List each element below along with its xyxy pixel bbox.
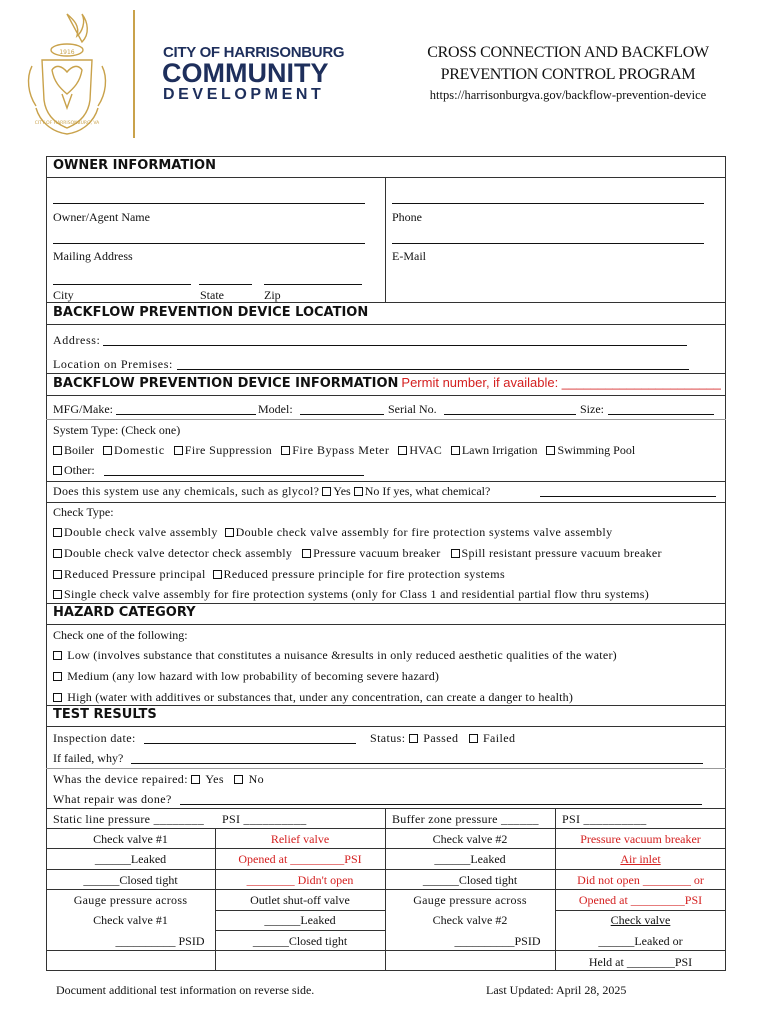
email-label: E-Mail: [392, 249, 426, 263]
hazard-heading: HAZARD CATEGORY: [53, 605, 196, 620]
brand-development: DEVELOPMENT: [163, 86, 325, 103]
doc-url[interactable]: https://harrisonburgva.gov/backflow-prevention-device: [429, 88, 707, 102]
check-pvb-option[interactable]: Pressure vacuum breaker: [302, 546, 441, 560]
system-type-options: [53, 443, 635, 458]
failed-why-label: If failed, why?: [53, 751, 124, 765]
doc-title-line1: CROSS CONNECTION AND BACKFLOW: [427, 44, 709, 61]
location-address-label: Address:: [53, 333, 101, 347]
model-label: Model:: [258, 402, 293, 416]
size-field[interactable]: [608, 414, 714, 415]
checkbox-icon[interactable]: [469, 734, 478, 743]
gauge-valve1-label: Check valve #1: [93, 913, 168, 927]
check-type-row3: [53, 567, 505, 582]
repaired-row: [53, 772, 264, 787]
checkbox-icon[interactable]: [234, 775, 243, 784]
checkbox-icon[interactable]: [191, 775, 200, 784]
owner-name-label: Owner/Agent Name: [53, 210, 150, 224]
system-fire-bypass-option[interactable]: Fire Bypass Meter: [281, 443, 389, 457]
system-fire-suppression-option[interactable]: Fire Suppression: [174, 443, 272, 457]
doc-title-line2: PREVENTION CONTROL PROGRAM: [440, 66, 696, 83]
checkbox-icon[interactable]: [53, 446, 62, 455]
failed-why-field[interactable]: [131, 763, 703, 764]
mailing-address-label: Mailing Address: [53, 249, 133, 263]
hazard-high-option[interactable]: High (water with additives or substances that, under any concentration, can create a danger to health): [53, 690, 573, 705]
check-type-row4: [53, 587, 649, 602]
check-valve2-header: Check valve #2: [432, 832, 508, 846]
device-heading: BACKFLOW PREVENTION DEVICE INFORMATION: [53, 376, 399, 391]
pvb-leaked[interactable]: ______Leaked or: [598, 934, 683, 948]
state-field[interactable]: [199, 284, 252, 285]
repair-what-field[interactable]: [180, 804, 702, 805]
repaired-question: Whas the device repaired:: [53, 772, 188, 786]
checkbox-icon[interactable]: [398, 446, 407, 455]
footer-note: Document additional test information on reverse side.: [56, 983, 315, 997]
checkbox-icon[interactable]: [53, 651, 62, 660]
check-rp-option[interactable]: Reduced Pressure principal: [53, 567, 206, 581]
chemical-followup: If yes, what chemical?: [382, 484, 491, 498]
check-valve1-header: Check valve #1: [93, 832, 168, 846]
size-label: Size:: [580, 402, 604, 416]
hazard-medium-option[interactable]: Medium (any low hazard with low probability of becoming severe hazard): [53, 669, 439, 684]
checkbox-icon[interactable]: [281, 446, 290, 455]
chemical-yes-option[interactable]: Yes: [322, 484, 350, 498]
chemical-field[interactable]: [540, 496, 716, 497]
check-type-label: Check Type:: [53, 505, 114, 519]
status-label: Status:: [370, 731, 406, 745]
brand-community: COMMUNITY: [162, 58, 329, 88]
system-hvac-option[interactable]: HVAC: [398, 443, 441, 457]
test-heading: TEST RESULTS: [53, 707, 157, 722]
status-failed-option[interactable]: Failed: [469, 731, 516, 745]
buffer-psi-field[interactable]: PSI __________: [562, 812, 647, 826]
check-spvb-option[interactable]: Spill resistant pressure vacuum breaker: [451, 546, 662, 560]
check-valve2-closed-tight[interactable]: ______Closed tight: [422, 873, 518, 887]
gauge-valve2-label: Check valve #2: [432, 913, 508, 927]
system-other-field[interactable]: [104, 475, 364, 476]
check-valve2-psid[interactable]: __________PSID: [454, 934, 541, 948]
repaired-no-option[interactable]: No: [234, 772, 264, 786]
system-type-label: System Type: (Check one): [53, 423, 181, 437]
hazard-low-option[interactable]: Low (involves substance that constitutes a nuisance &results in only reduced aesthetic qualities of the water): [53, 648, 617, 663]
owner-heading: OWNER INFORMATION: [53, 158, 216, 173]
device-heading-row: [53, 375, 721, 391]
check-valve1-psid[interactable]: __________ PSID: [115, 934, 205, 948]
chemical-no-option[interactable]: No: [354, 484, 380, 498]
outlet-closed-tight[interactable]: ______Closed tight: [252, 934, 348, 948]
gauge-pressure-label-2: Gauge pressure across: [413, 893, 527, 907]
permit-number-field[interactable]: Permit number, if available: ______________________: [401, 375, 721, 390]
system-other-option[interactable]: Other:: [53, 463, 95, 478]
system-boiler-option[interactable]: Boiler: [53, 443, 94, 457]
system-pool-option[interactable]: Swimming Pool: [546, 443, 635, 457]
repair-what-label: What repair was done?: [53, 792, 172, 806]
air-inlet-label: Air inlet: [620, 852, 661, 866]
check-rp-fire-option[interactable]: Reduced pressure principle for fire protection systems: [213, 567, 506, 581]
model-field[interactable]: [300, 414, 384, 415]
checkbox-icon[interactable]: [53, 466, 62, 475]
check-dcva-option[interactable]: Double check valve assembly: [53, 525, 218, 539]
air-inlet-did-not-open[interactable]: Did not open ________ or: [577, 873, 704, 887]
status-passed-option[interactable]: Passed: [409, 731, 458, 745]
check-single-option[interactable]: Single check valve assembly for fire protection systems (only for Class 1 and residential partial flow thru systems): [53, 587, 649, 601]
seal-year: 1916: [59, 49, 75, 56]
checkbox-icon[interactable]: [53, 693, 62, 702]
chemical-question-row: [53, 484, 490, 499]
city-label: City: [53, 288, 74, 302]
check-dcva-fire-option[interactable]: Double check valve assembly for fire protection systems valve assembly: [225, 525, 613, 539]
header-divider: [133, 10, 135, 138]
serial-field[interactable]: [444, 414, 576, 415]
checkbox-icon[interactable]: [53, 528, 62, 537]
system-domestic-option[interactable]: Domestic: [103, 443, 165, 457]
location-address-field[interactable]: [103, 345, 687, 346]
phone-label: Phone: [392, 210, 422, 224]
pvb-header: Pressure vacuum breaker: [580, 832, 701, 846]
phone-field[interactable]: [392, 203, 704, 204]
brand-city-of: CITY OF HARRISONBURG: [163, 44, 345, 61]
check-valve1-closed-tight[interactable]: ______Closed tight: [83, 873, 178, 887]
premises-label: Location on Premises:: [53, 357, 173, 371]
checkbox-icon[interactable]: [451, 446, 460, 455]
checkbox-icon[interactable]: [302, 549, 311, 558]
relief-didnt-open[interactable]: ________ Didn't open: [246, 873, 354, 887]
gauge-pressure-label-1: Gauge pressure across: [73, 893, 188, 907]
outlet-leaked[interactable]: ______Leaked: [264, 913, 336, 927]
owner-name-field[interactable]: [53, 203, 365, 204]
checkbox-icon[interactable]: [103, 446, 112, 455]
checkbox-icon[interactable]: [225, 528, 234, 537]
relief-opened-at[interactable]: Opened at _________PSI: [238, 852, 362, 866]
city-seal-logo: [22, 8, 112, 136]
check-type-row1: [53, 525, 612, 540]
checkbox-icon[interactable]: [174, 446, 183, 455]
mfg-field[interactable]: [116, 414, 256, 415]
mailing-address-field[interactable]: [53, 243, 365, 244]
checkbox-icon[interactable]: [354, 487, 363, 496]
system-lawn-option[interactable]: Lawn Irrigation: [451, 443, 538, 457]
pvb-check-valve-label: Check valve: [610, 913, 671, 927]
hazard-intro: Check one of the following:: [53, 628, 188, 642]
city-field[interactable]: [53, 284, 191, 285]
checkbox-icon[interactable]: [451, 549, 460, 558]
inspection-date-field[interactable]: [144, 743, 356, 744]
inspection-date-label: Inspection date:: [53, 731, 136, 745]
zip-field[interactable]: [264, 284, 362, 285]
state-label: State: [200, 288, 224, 302]
mfg-label: MFG/Make:: [53, 402, 113, 416]
static-pressure-field[interactable]: Static line pressure ________: [53, 812, 205, 826]
repaired-yes-option[interactable]: Yes: [191, 772, 224, 786]
chemical-question: Does this system use any chemicals, such as glycol?: [53, 484, 320, 498]
status-row: [370, 731, 515, 746]
check-valve2-leaked[interactable]: ______Leaked: [434, 852, 506, 866]
seal-text: CITY OF HARRISONBURG, VA: [34, 121, 100, 126]
buffer-pressure-field[interactable]: Buffer zone pressure ______: [392, 812, 539, 826]
checkbox-icon[interactable]: [53, 672, 62, 681]
static-psi-field[interactable]: PSI __________: [222, 812, 307, 826]
air-inlet-opened-at[interactable]: Opened at _________PSI: [578, 893, 703, 907]
checkbox-icon[interactable]: [409, 734, 418, 743]
premises-field[interactable]: [177, 369, 689, 370]
email-field[interactable]: [392, 243, 704, 244]
zip-label: Zip: [264, 288, 281, 302]
pvb-held-at[interactable]: Held at ________PSI: [588, 955, 693, 969]
footer-updated: Last Updated: April 28, 2025: [486, 983, 627, 997]
check-type-row2: [53, 546, 662, 561]
check-dcda-option[interactable]: Double check valve detector check assembly: [53, 546, 292, 560]
checkbox-icon[interactable]: [546, 446, 555, 455]
outlet-shutoff-label: Outlet shut-off valve: [250, 893, 350, 907]
check-valve1-leaked[interactable]: ______Leaked: [94, 852, 167, 866]
location-heading: BACKFLOW PREVENTION DEVICE LOCATION: [53, 305, 369, 320]
checkbox-icon[interactable]: [53, 590, 62, 599]
checkbox-icon[interactable]: [213, 570, 222, 579]
checkbox-icon[interactable]: [322, 487, 331, 496]
relief-valve-header: Relief valve: [270, 832, 330, 846]
checkbox-icon[interactable]: [53, 549, 62, 558]
checkbox-icon[interactable]: [53, 570, 62, 579]
serial-label: Serial No.: [388, 402, 437, 416]
